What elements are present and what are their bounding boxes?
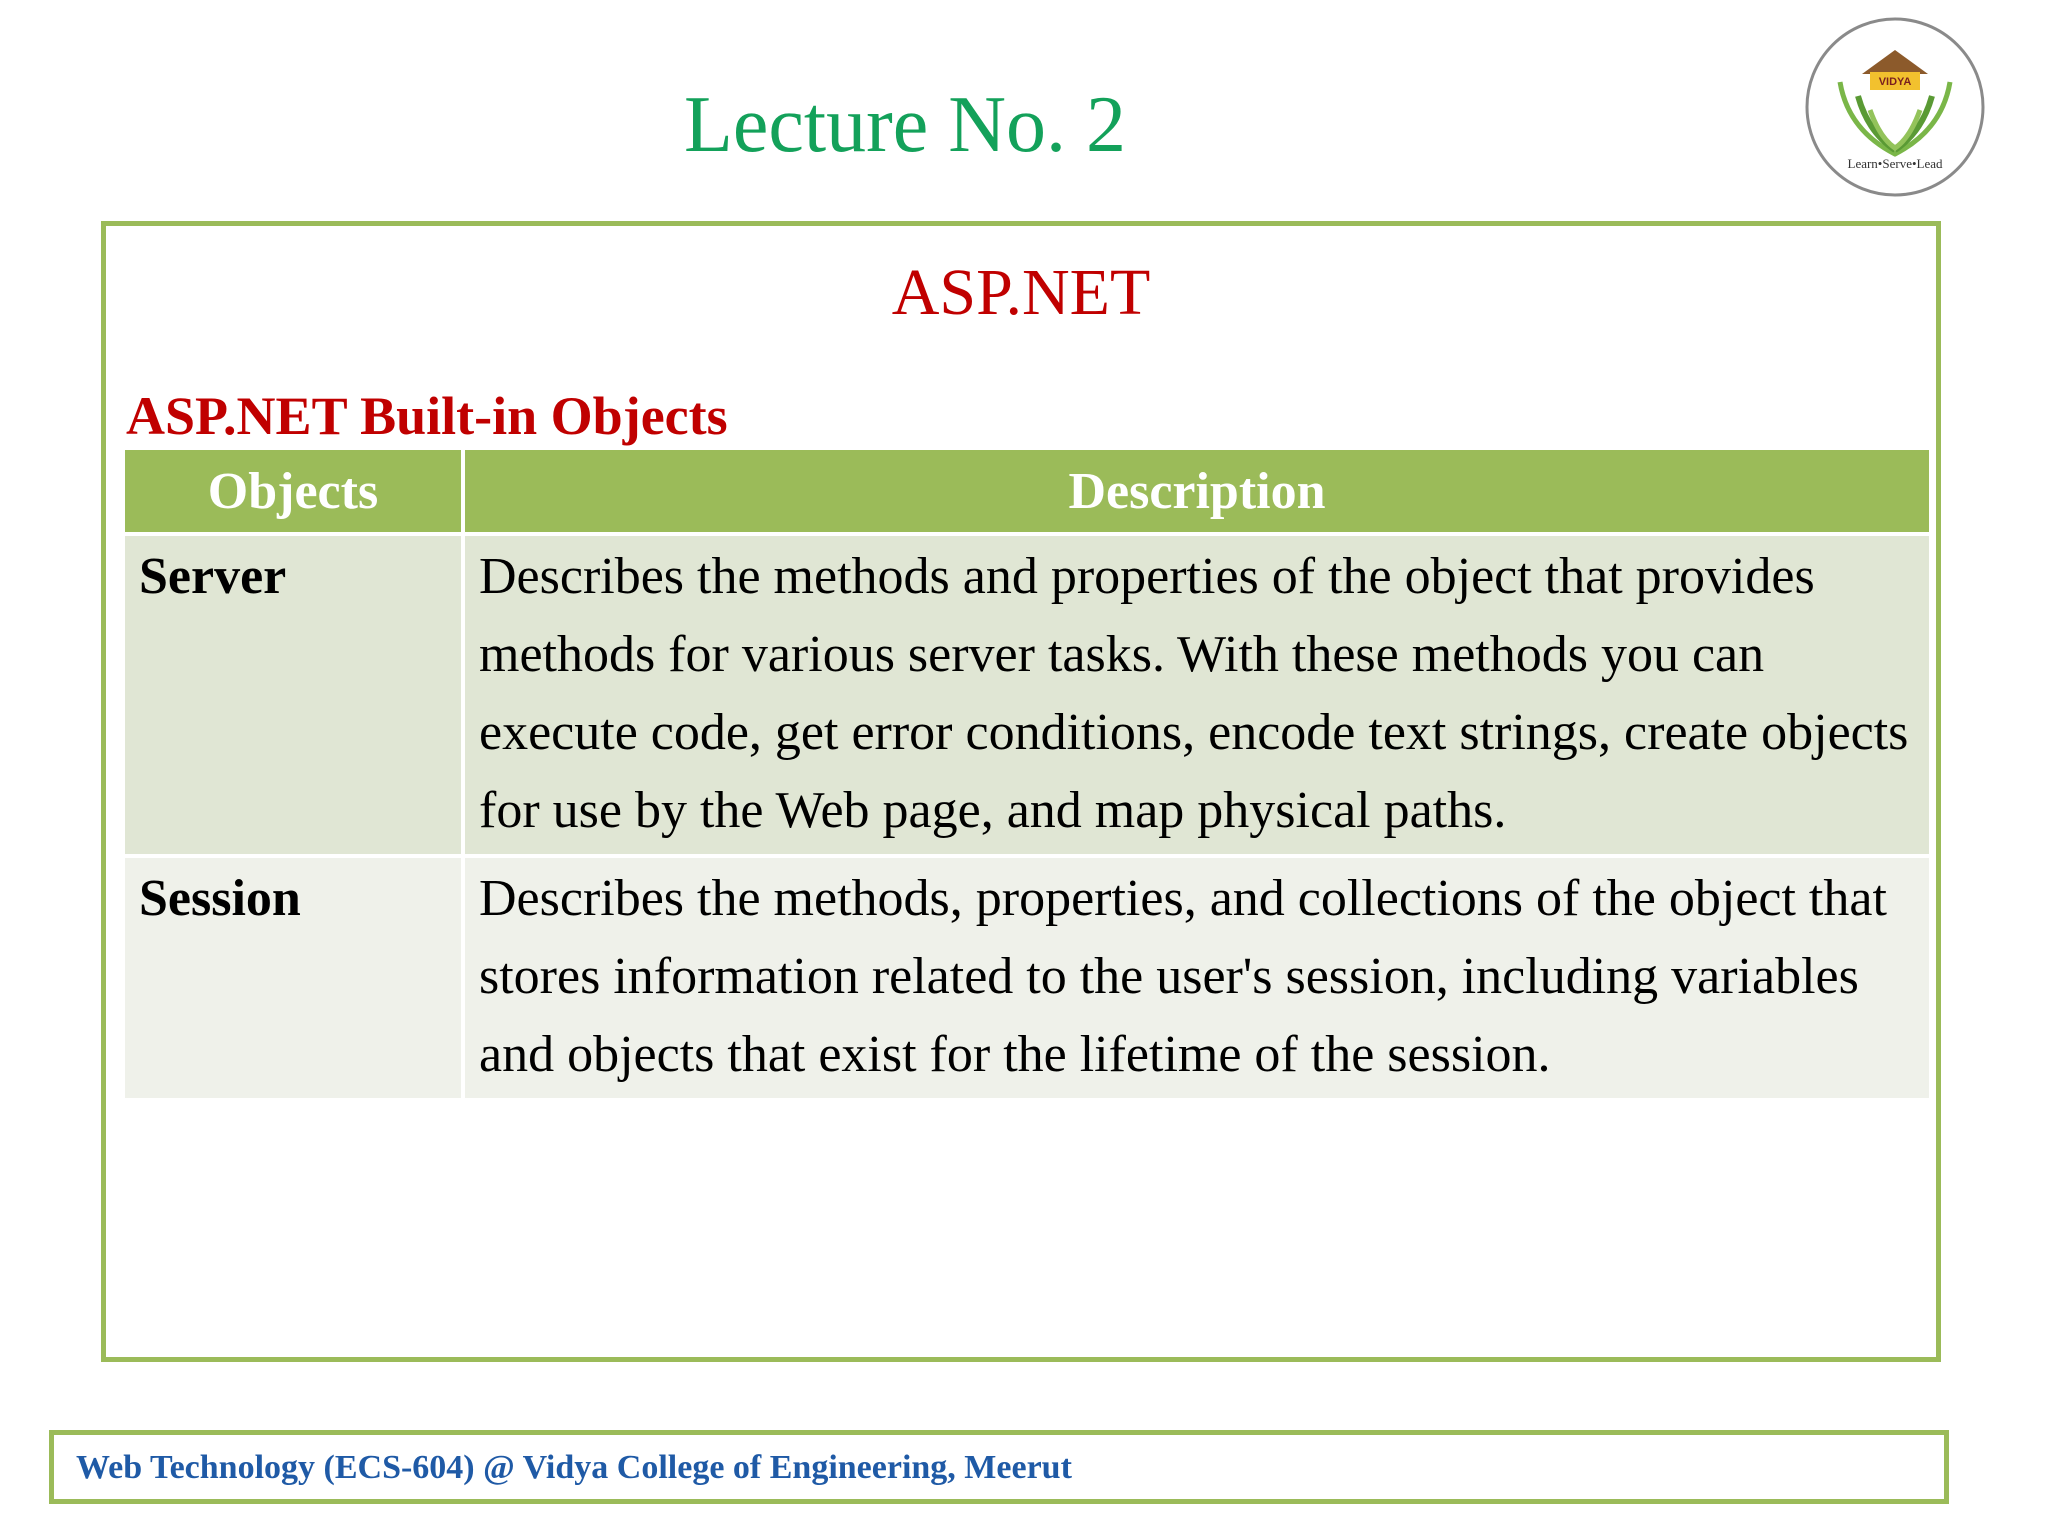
object-name: Session xyxy=(123,856,463,1100)
table-row xyxy=(123,534,1931,856)
column-header-description: Description xyxy=(463,448,1931,534)
table-header-row xyxy=(123,448,1931,534)
object-name: Server xyxy=(123,534,463,856)
table-row xyxy=(123,856,1931,1100)
logo-brand: VIDYA xyxy=(1878,76,1912,88)
vidya-logo-icon xyxy=(1800,12,1990,202)
object-description: Describes the methods and properties of the object that provides methods for various server tasks. With these methods you can execute code, get error conditions, encode text strings, create objects for use by the Web page, and map physical paths. xyxy=(463,534,1931,856)
built-in-objects-table xyxy=(121,446,1933,1102)
lecture-title: Lecture No. 2 xyxy=(683,81,1127,169)
table-heading: ASP.NET Built-in Objects xyxy=(126,386,728,446)
footer-course-text: Web Technology (ECS-604) @ Vidya College of Engineering, Meerut xyxy=(76,1449,1072,1486)
object-description: Describes the methods, properties, and collections of the object that stores information related to the user's session, including variables and objects that exist for the lifetime of the session. xyxy=(463,856,1931,1100)
logo-tagline: Learn•Serve•Lead xyxy=(1847,156,1943,171)
content-panel xyxy=(101,221,1941,1362)
column-header-objects: Objects xyxy=(123,448,463,534)
footer xyxy=(49,1430,1949,1504)
section-title: ASP.NET xyxy=(891,256,1151,329)
